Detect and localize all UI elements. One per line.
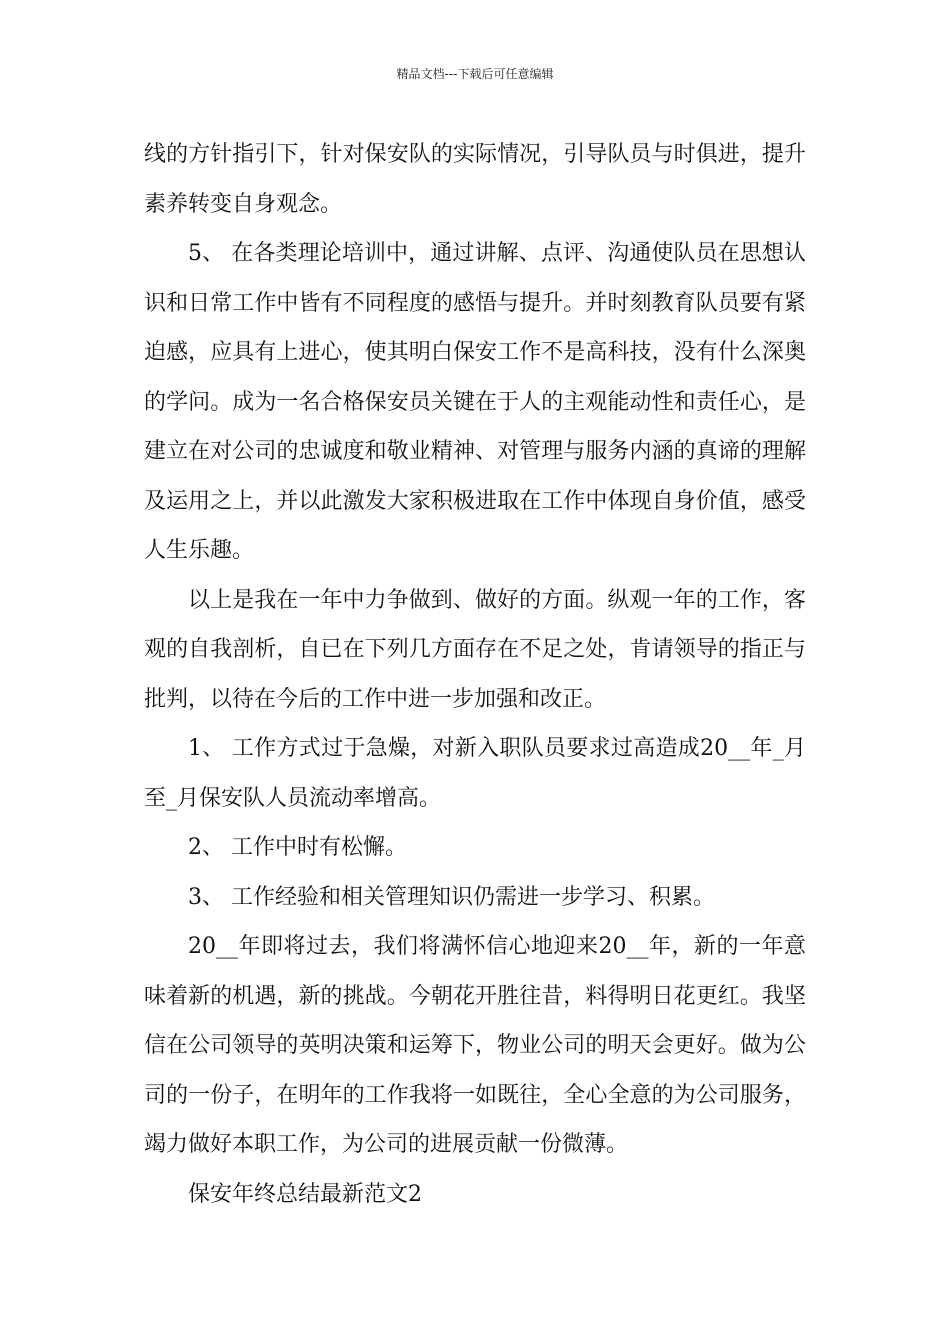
list-item-1: 1、 工作方式过于急燥，对新入职队员要求过高造成20__年_月至_月保安队人员流动率增高。 <box>144 736 806 811</box>
section-title: 保安年终总结最新范文2 <box>188 1181 422 1207</box>
paragraph-continuation: 线的方针指引下，针对保安队的实际情况，引导队员与时俱进，提升素养转变自身观念。 <box>144 142 806 217</box>
list-item-3: 3、 工作经验和相关管理知识仍需进一步学习、积累。 <box>188 884 715 910</box>
list-item-2: 2、 工作中时有松懈。 <box>188 835 407 860</box>
paragraph-outlook: 20__年即将过去，我们将满怀信心地迎来20__年，新的一年意味着新的机遇，新的挑战。今朝花开胜往昔，料得明日花更红。我坚信在公司领导的英明决策和运筹下，物业公司的明天会更好。做为公司的一份子，在明年的工作我将一如既往，全心全意的为公司服务，竭力做好本职工作，为公司的进展贡献一份微薄。 <box>144 934 806 1157</box>
page-header: 精品文档---下载后可任意编辑 <box>396 67 554 81</box>
paragraph-self-review: 以上是我在一年中力争做到、做好的方面。纵观一年的工作，客观的自我剖析，自已在下列几方面存在不足之处，肯请领导的指正与批判，以待在今后的工作中进一步加强和改正。 <box>144 587 806 712</box>
paragraph-item-5: 5、 在各类理论培训中，通过讲解、点评、沟通使队员在思想认识和日常工作中皆有不同程度的感悟与提升。并时刻教育队员要有紧迫感，应具有上进心，使其明白保安工作不是高科技，没有什么深奥的学问。成为一名合格保安员关键在于人的主观能动性和责任心，是建立在对公司的忠诚度和敬业精神、对管理与服务内涵的真谛的理解及运用之上，并以此激发大家积极进取在工作中体现自身价值，感受人生乐趣。 <box>144 241 806 563</box>
document-body <box>144 130 806 1219</box>
